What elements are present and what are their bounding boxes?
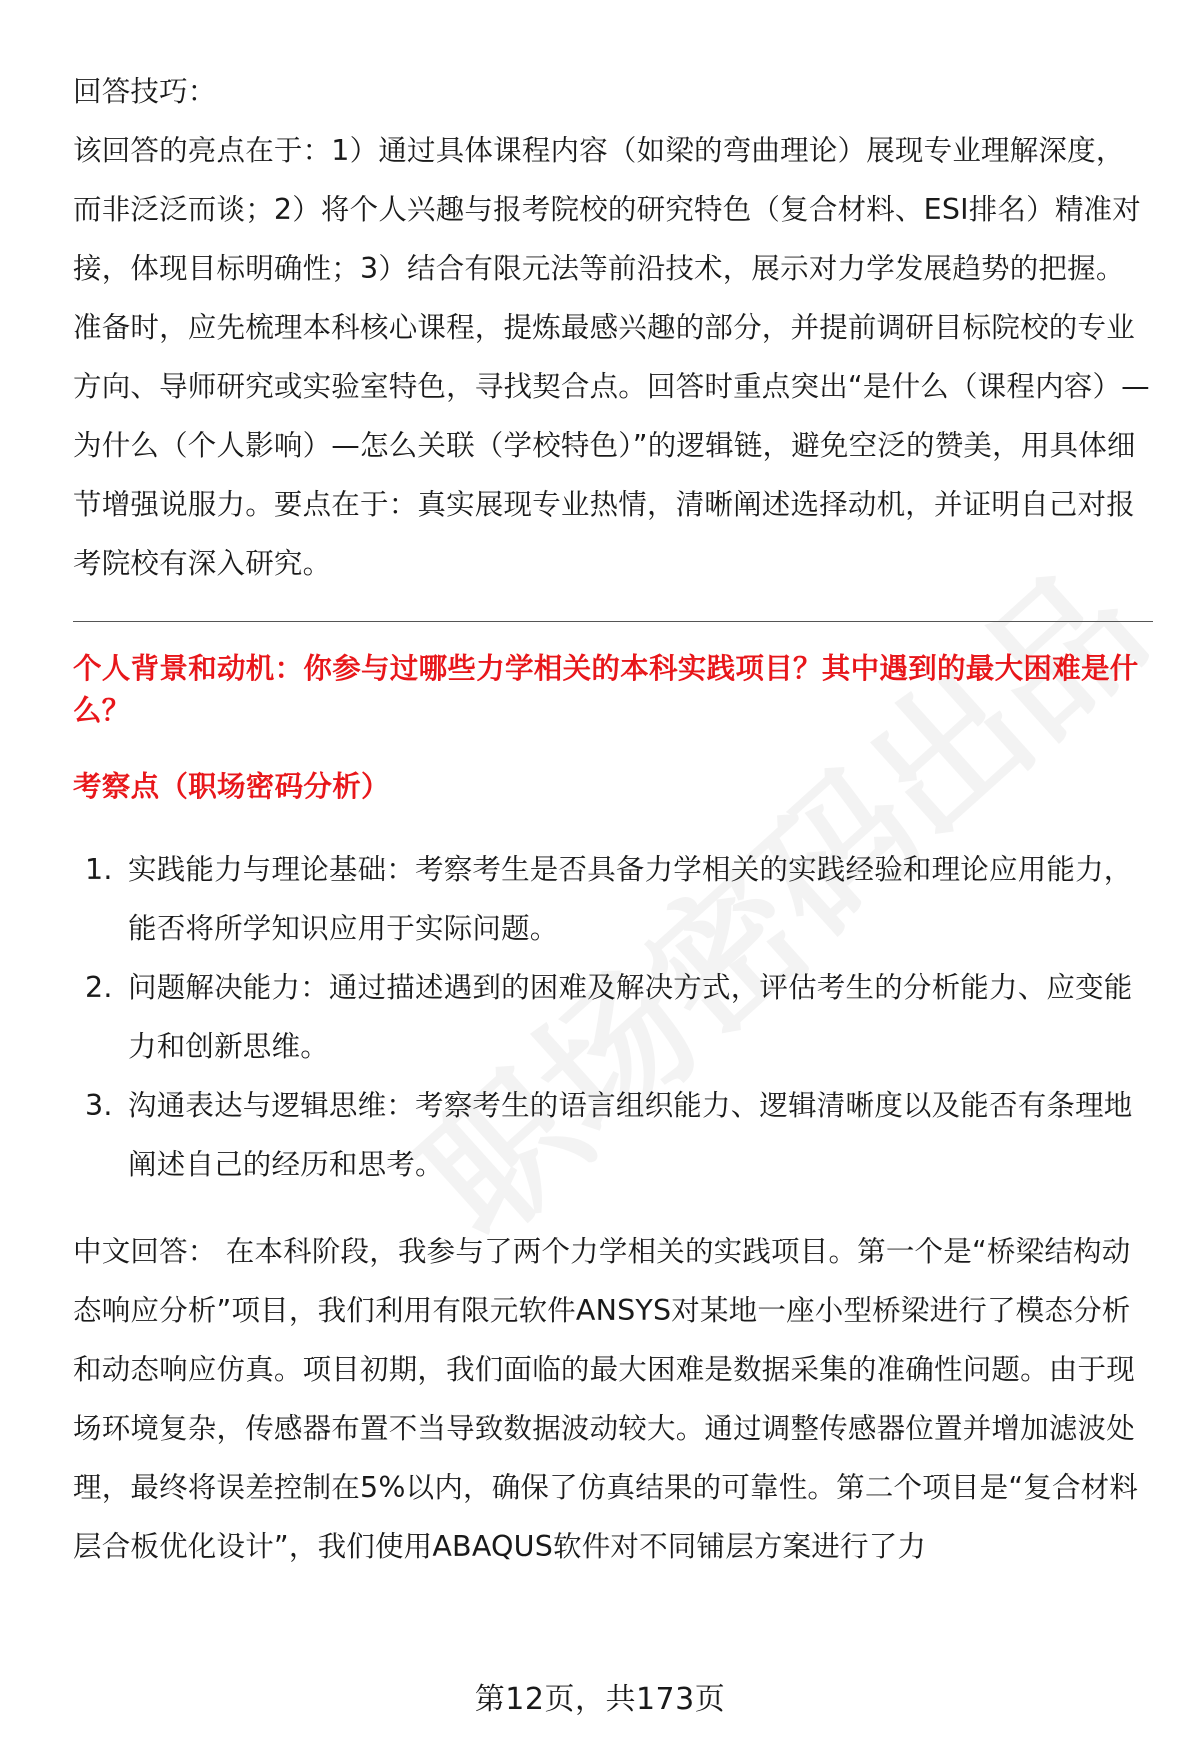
list-item-number: 1. (85, 853, 113, 886)
tips-paragraph-highlights: 该回答的亮点在于：1）通过具体课程内容（如梁的弯曲理论）展现专业理解深度，而非泛泛而谈；2）将个人兴趣与报考院校的研究特色（复合材料、ESI排名）精准对接，体现目标明确性；3）结合有限元法等前沿技术，展示对力学发展趋势的把握。 (73, 134, 1141, 285)
assessment-points-title: 考察点（职场密码分析） (73, 770, 390, 803)
list-item-number: 3. (85, 1089, 113, 1122)
chinese-answer-paragraph: 中文回答： 在本科阶段，我参与了两个力学相关的实践项目。第一个是“桥梁结构动态响应分析”项目，我们利用有限元软件ANSYS对某地一座小型桥梁进行了模态分析和动态响应仿真。项目初期，我们面临的最大困难是数据采集的准确性问题。由于现场环境复杂，传感器布置不当导致数据波动较大。通过调整传感器位置并增加滤波处理，最终将误差控制在5%以内，确保了仿真结果的可靠性。第二个项目是“复合材料层合板优化设计”，我们使用ABAQUS软件对不同铺层方案进行了力 (73, 1235, 1139, 1563)
page-content (73, 62, 1153, 1576)
list-item (73, 958, 1153, 1076)
tips-label: 回答技巧： (73, 75, 217, 108)
page-number: 第12页，共173页 (474, 1682, 726, 1717)
section-divider (73, 621, 1153, 622)
list-item-text: 实践能力与理论基础：考察考生是否具备力学相关的实践经验和理论应用能力，能否将所学知识应用于实际问题。 (128, 853, 1133, 945)
list-item (73, 840, 1153, 958)
assessment-points-list (73, 840, 1153, 1194)
list-item (73, 1076, 1153, 1194)
list-item-number: 2. (85, 971, 113, 1004)
question-heading: 个人背景和动机：你参与过哪些力学相关的本科实践项目？其中遇到的最大困难是什么？ (73, 652, 1139, 727)
list-item-text: 沟通表达与逻辑思维：考察考生的语言组织能力、逻辑清晰度以及能否有条理地阐述自己的经历和思考。 (128, 1089, 1133, 1181)
list-item-text: 问题解决能力：通过描述遇到的困难及解决方式，评估考生的分析能力、应变能力和创新思维。 (128, 971, 1133, 1063)
tips-paragraph-preparation: 准备时，应先梳理本科核心课程，提炼最感兴趣的部分，并提前调研目标院校的专业方向、导师研究或实验室特色，寻找契合点。回答时重点突出“是什么（课程内容）—为什么（个人影响）—怎么关联（学校特色）”的逻辑链，避免空泛的赞美，用具体细节增强说服力。要点在于：真实展现专业热情，清晰阐述选择动机，并证明自己对报考院校有深入研究。 (73, 311, 1150, 580)
